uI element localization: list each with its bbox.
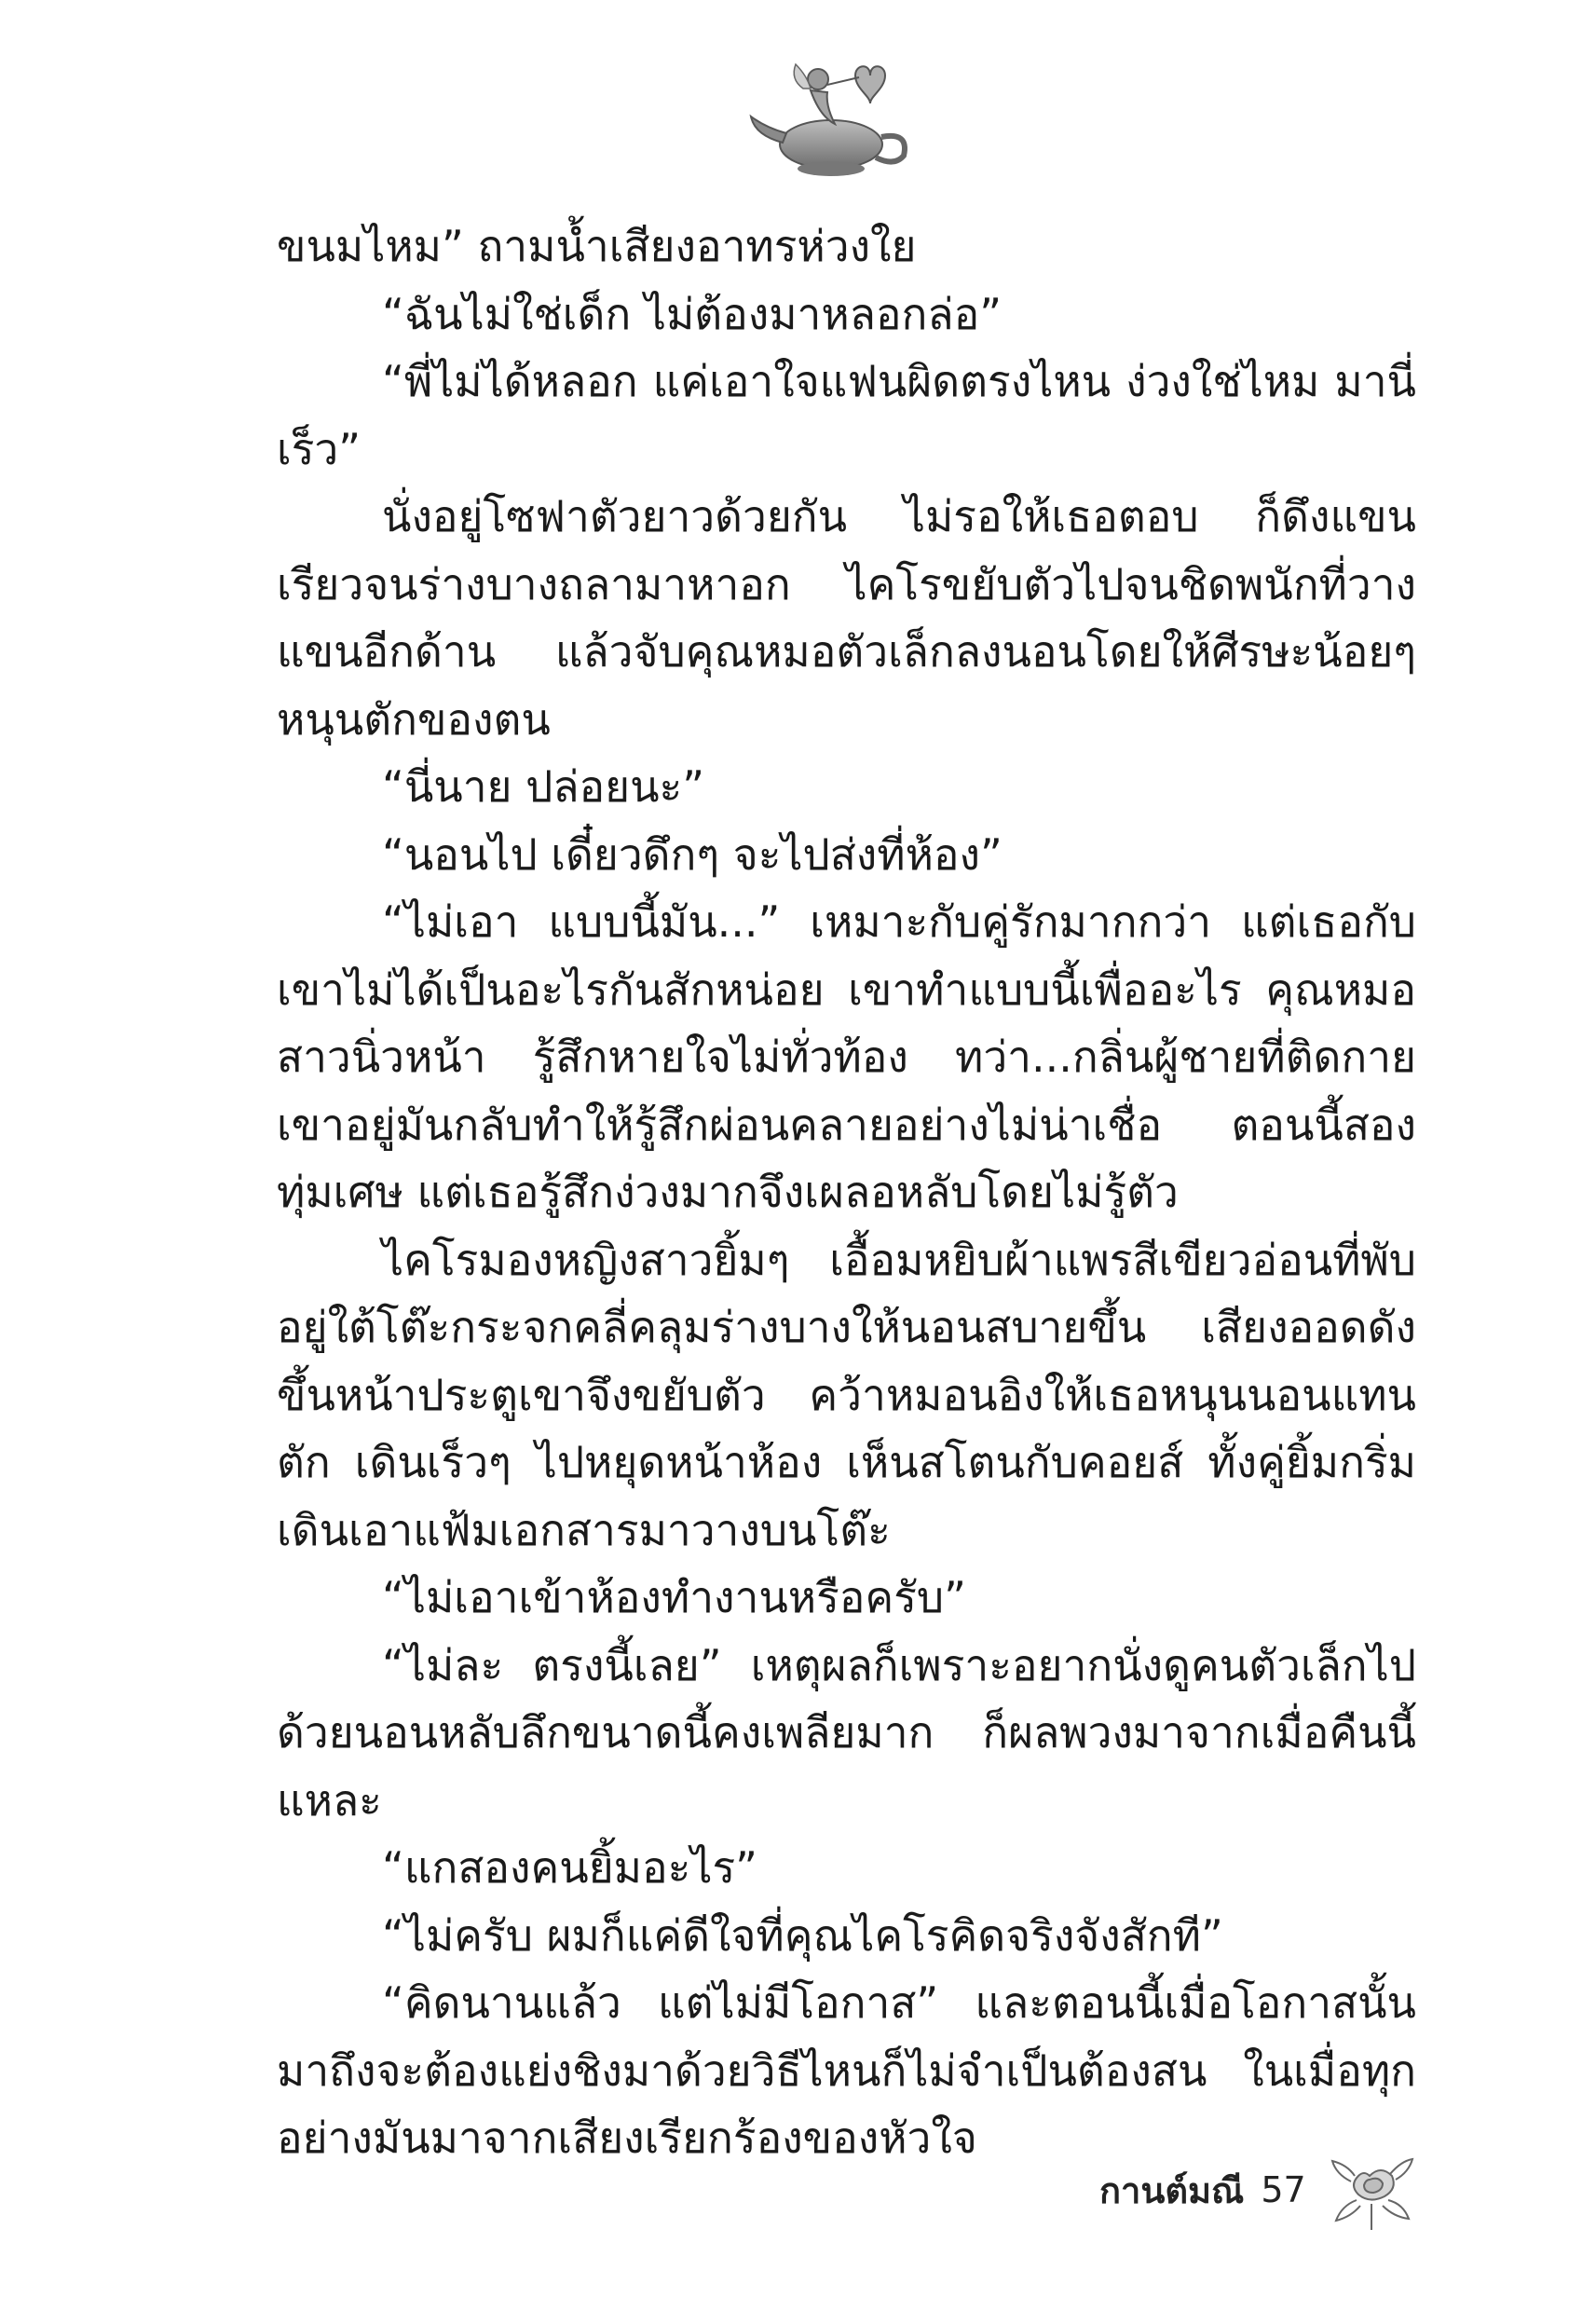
paragraph: “คิดนานแล้ว แต่ไม่มีโอกาส” และตอนนี้เมื่อโอกาสนั้นมาถึงจะต้องแย่งชิงมาด้วยวิธีไหนก็ไม่จำเป็นต้องสน ในเมื่อทุกอย่างมันมาจากเสียงเรียกร้องของหัวใจ	[277, 1977, 1416, 2163]
paragraph: “นี่นาย ปล่อยนะ”	[382, 761, 705, 812]
story-text	[277, 212, 1416, 2172]
book-title: กานต์มณี	[1099, 2169, 1245, 2211]
paragraph: “แกสองคนยิ้มอะไร”	[382, 1842, 757, 1893]
paragraph: “ไม่ครับ ผมก็แค่ดีใจที่คุณไคโรคิดจริงจังสักที”	[382, 1909, 1223, 1961]
cupid-teapot-ornament-icon	[745, 51, 913, 182]
paragraph: “ไม่ละ ตรงนี้เลย” เหตุผลก็เพราะอยากนั่งดูคนตัวเล็กไปด้วยนอนหลับลึกขนาดนี้คงเพลียมาก ก็ผลพวงมาจากเมื่อคืนนี้แหละ	[277, 1639, 1416, 1826]
paragraph: นั่งอยู่โซฟาตัวยาวด้วยกัน ไม่รอให้เธอตอบ ก็ดึงแขนเรียวจนร่างบางถลามาหาอก ไคโรขยับตัวไปจนชิดพนักที่วางแขนอีกด้าน แล้วจับคุณหมอตัวเล็กลงนอนโดยให้ศีรษะน้อยๆ หนุนตักของตน	[277, 491, 1416, 745]
rose-ornament-icon	[1323, 2148, 1416, 2232]
page-footer	[1099, 2148, 1416, 2232]
paragraph: “ไม่เอาเข้าห้องทำงานหรือครับ”	[382, 1572, 966, 1622]
paragraph: “พี่ไม่ได้หลอก แค่เอาใจแฟนผิดตรงไหน ง่วงใช่ไหม มานี่เร็ว”	[277, 356, 1416, 474]
paragraph: ขนมไหม” ถามน้ำเสียงอาทรห่วงใย	[277, 221, 917, 271]
paragraph: “ฉันไม่ใช่เด็ก ไม่ต้องมาหลอกล่อ”	[382, 288, 1003, 339]
paragraph: ไคโรมองหญิงสาวยิ้มๆ เอื้อมหยิบผ้าแพรสีเขียวอ่อนที่พับอยู่ใต้โต๊ะกระจกคลี่คลุมร่างบางให้นอนสบายขึ้น เสียงออดดังขึ้นหน้าประตูเขาจึงขยับตัว คว้าหมอนอิงให้เธอหนุนนอนแทนตัก เดินเร็วๆ ไปหยุดหน้าห้อง เห็นสโตนกับคอยส์ ทั้งคู่ยิ้มกริ่มเดินเอาแฟ้มเอกสารมาวางบนโต๊ะ	[277, 1234, 1416, 1555]
paragraph: “นอนไป เดี๋ยวดึกๆ จะไปส่งที่ห้อง”	[382, 828, 1003, 880]
paragraph: “ไม่เอา แบบนี้มัน...” เหมาะกับคู่รักมากกว่า แต่เธอกับเขาไม่ได้เป็นอะไรกันสักหน่อย เขาทำแบบนี้เพื่ออะไร คุณหมอสาวนิ่วหน้า รู้สึกหายใจไม่ทั่วท้อง ทว่า...กลิ่นผู้ชายที่ติดกายเขาอยู่มันกลับทำให้รู้สึกผ่อนคลายอย่างไม่น่าเชื่อ ตอนนี้สองทุ่มเศษ แต่เธอรู้สึกง่วงมากจึงเผลอหลับโดยไม่รู้ตัว	[277, 896, 1416, 1217]
page-number: 57	[1261, 2169, 1306, 2210]
